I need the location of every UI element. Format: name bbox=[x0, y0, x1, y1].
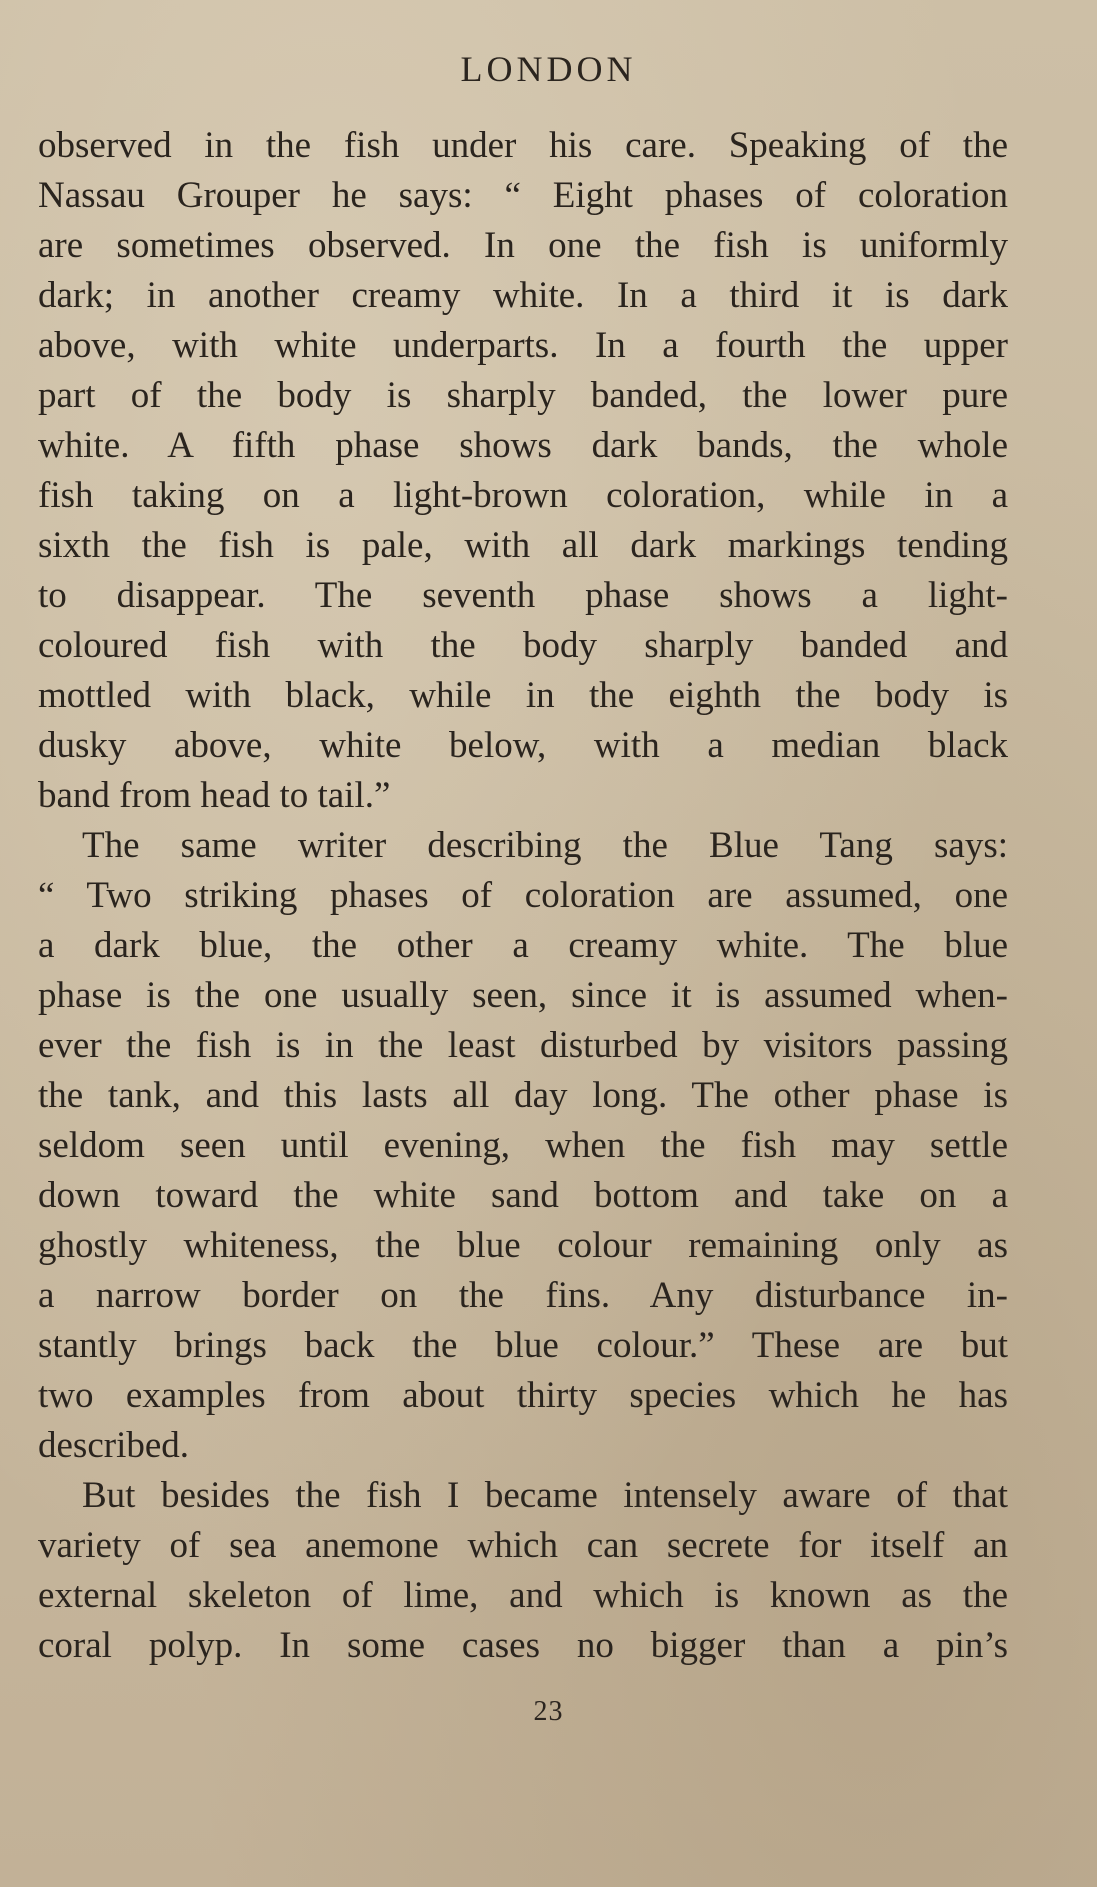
text-line: are sometimes observed. In one the fish is uniformly bbox=[38, 225, 1008, 266]
running-head: LONDON bbox=[460, 49, 637, 89]
text-line: external skeleton of lime, and which is known as the bbox=[38, 1575, 1008, 1616]
text-line: two examples from about thirty species which he has bbox=[38, 1375, 1008, 1416]
text-line: band from head to tail.” bbox=[38, 775, 391, 816]
text-line: white. A fifth phase shows dark bands, the whole bbox=[38, 425, 1008, 466]
text-line: ever the fish is in the least disturbed by visitors passing bbox=[38, 1025, 1008, 1066]
text-line: observed in the fish under his care. Speaking of the bbox=[38, 125, 1008, 166]
text-line: stantly brings back the blue colour.” These are but bbox=[38, 1325, 1008, 1366]
text-line: a narrow border on the fins. Any disturbance in- bbox=[38, 1275, 1008, 1316]
paragraph-1 bbox=[38, 121, 1008, 821]
text-line: “ Two striking phases of coloration are assumed, one bbox=[38, 875, 1008, 916]
text-line: phase is the one usually seen, since it is assumed when- bbox=[38, 975, 1008, 1016]
body-text bbox=[38, 121, 1008, 1671]
text-line: mottled with black, while in the eighth the body is bbox=[38, 675, 1008, 716]
text-line: part of the body is sharply banded, the lower pure bbox=[38, 375, 1008, 416]
text-line: to disappear. The seventh phase shows a light- bbox=[38, 575, 1008, 616]
text-line: described. bbox=[38, 1425, 190, 1466]
text-line: But besides the fish I became intensely aware of that bbox=[82, 1475, 1008, 1516]
text-line: a dark blue, the other a creamy white. The blue bbox=[38, 925, 1008, 966]
text-line: coral polyp. In some cases no bigger than a pin’s bbox=[38, 1625, 1008, 1666]
paragraph-2 bbox=[38, 821, 1008, 1471]
text-line: variety of sea anemone which can secrete for itself an bbox=[38, 1525, 1008, 1566]
text-line: seldom seen until evening, when the fish may settle bbox=[38, 1125, 1008, 1166]
text-line: above, with white underparts. In a fourth the upper bbox=[38, 325, 1008, 366]
text-line: Nassau Grouper he says: “ Eight phases of coloration bbox=[38, 175, 1008, 216]
text-line: the tank, and this lasts all day long. The other phase is bbox=[38, 1075, 1008, 1116]
text-line: fish taking on a light-brown coloration, while in a bbox=[38, 475, 1008, 516]
page-number: 23 bbox=[533, 1696, 564, 1727]
text-line: dark; in another creamy white. In a third it is dark bbox=[38, 275, 1008, 316]
text-line: The same writer describing the Blue Tang says: bbox=[82, 825, 1008, 866]
paragraph-3 bbox=[38, 1471, 1008, 1671]
text-line: ghostly whiteness, the blue colour remaining only as bbox=[38, 1225, 1008, 1266]
text-line: sixth the fish is pale, with all dark markings tending bbox=[38, 525, 1008, 566]
text-line: coloured fish with the body sharply banded and bbox=[38, 625, 1008, 666]
text-line: dusky above, white below, with a median black bbox=[38, 725, 1008, 766]
text-line: down toward the white sand bottom and take on a bbox=[38, 1175, 1008, 1216]
